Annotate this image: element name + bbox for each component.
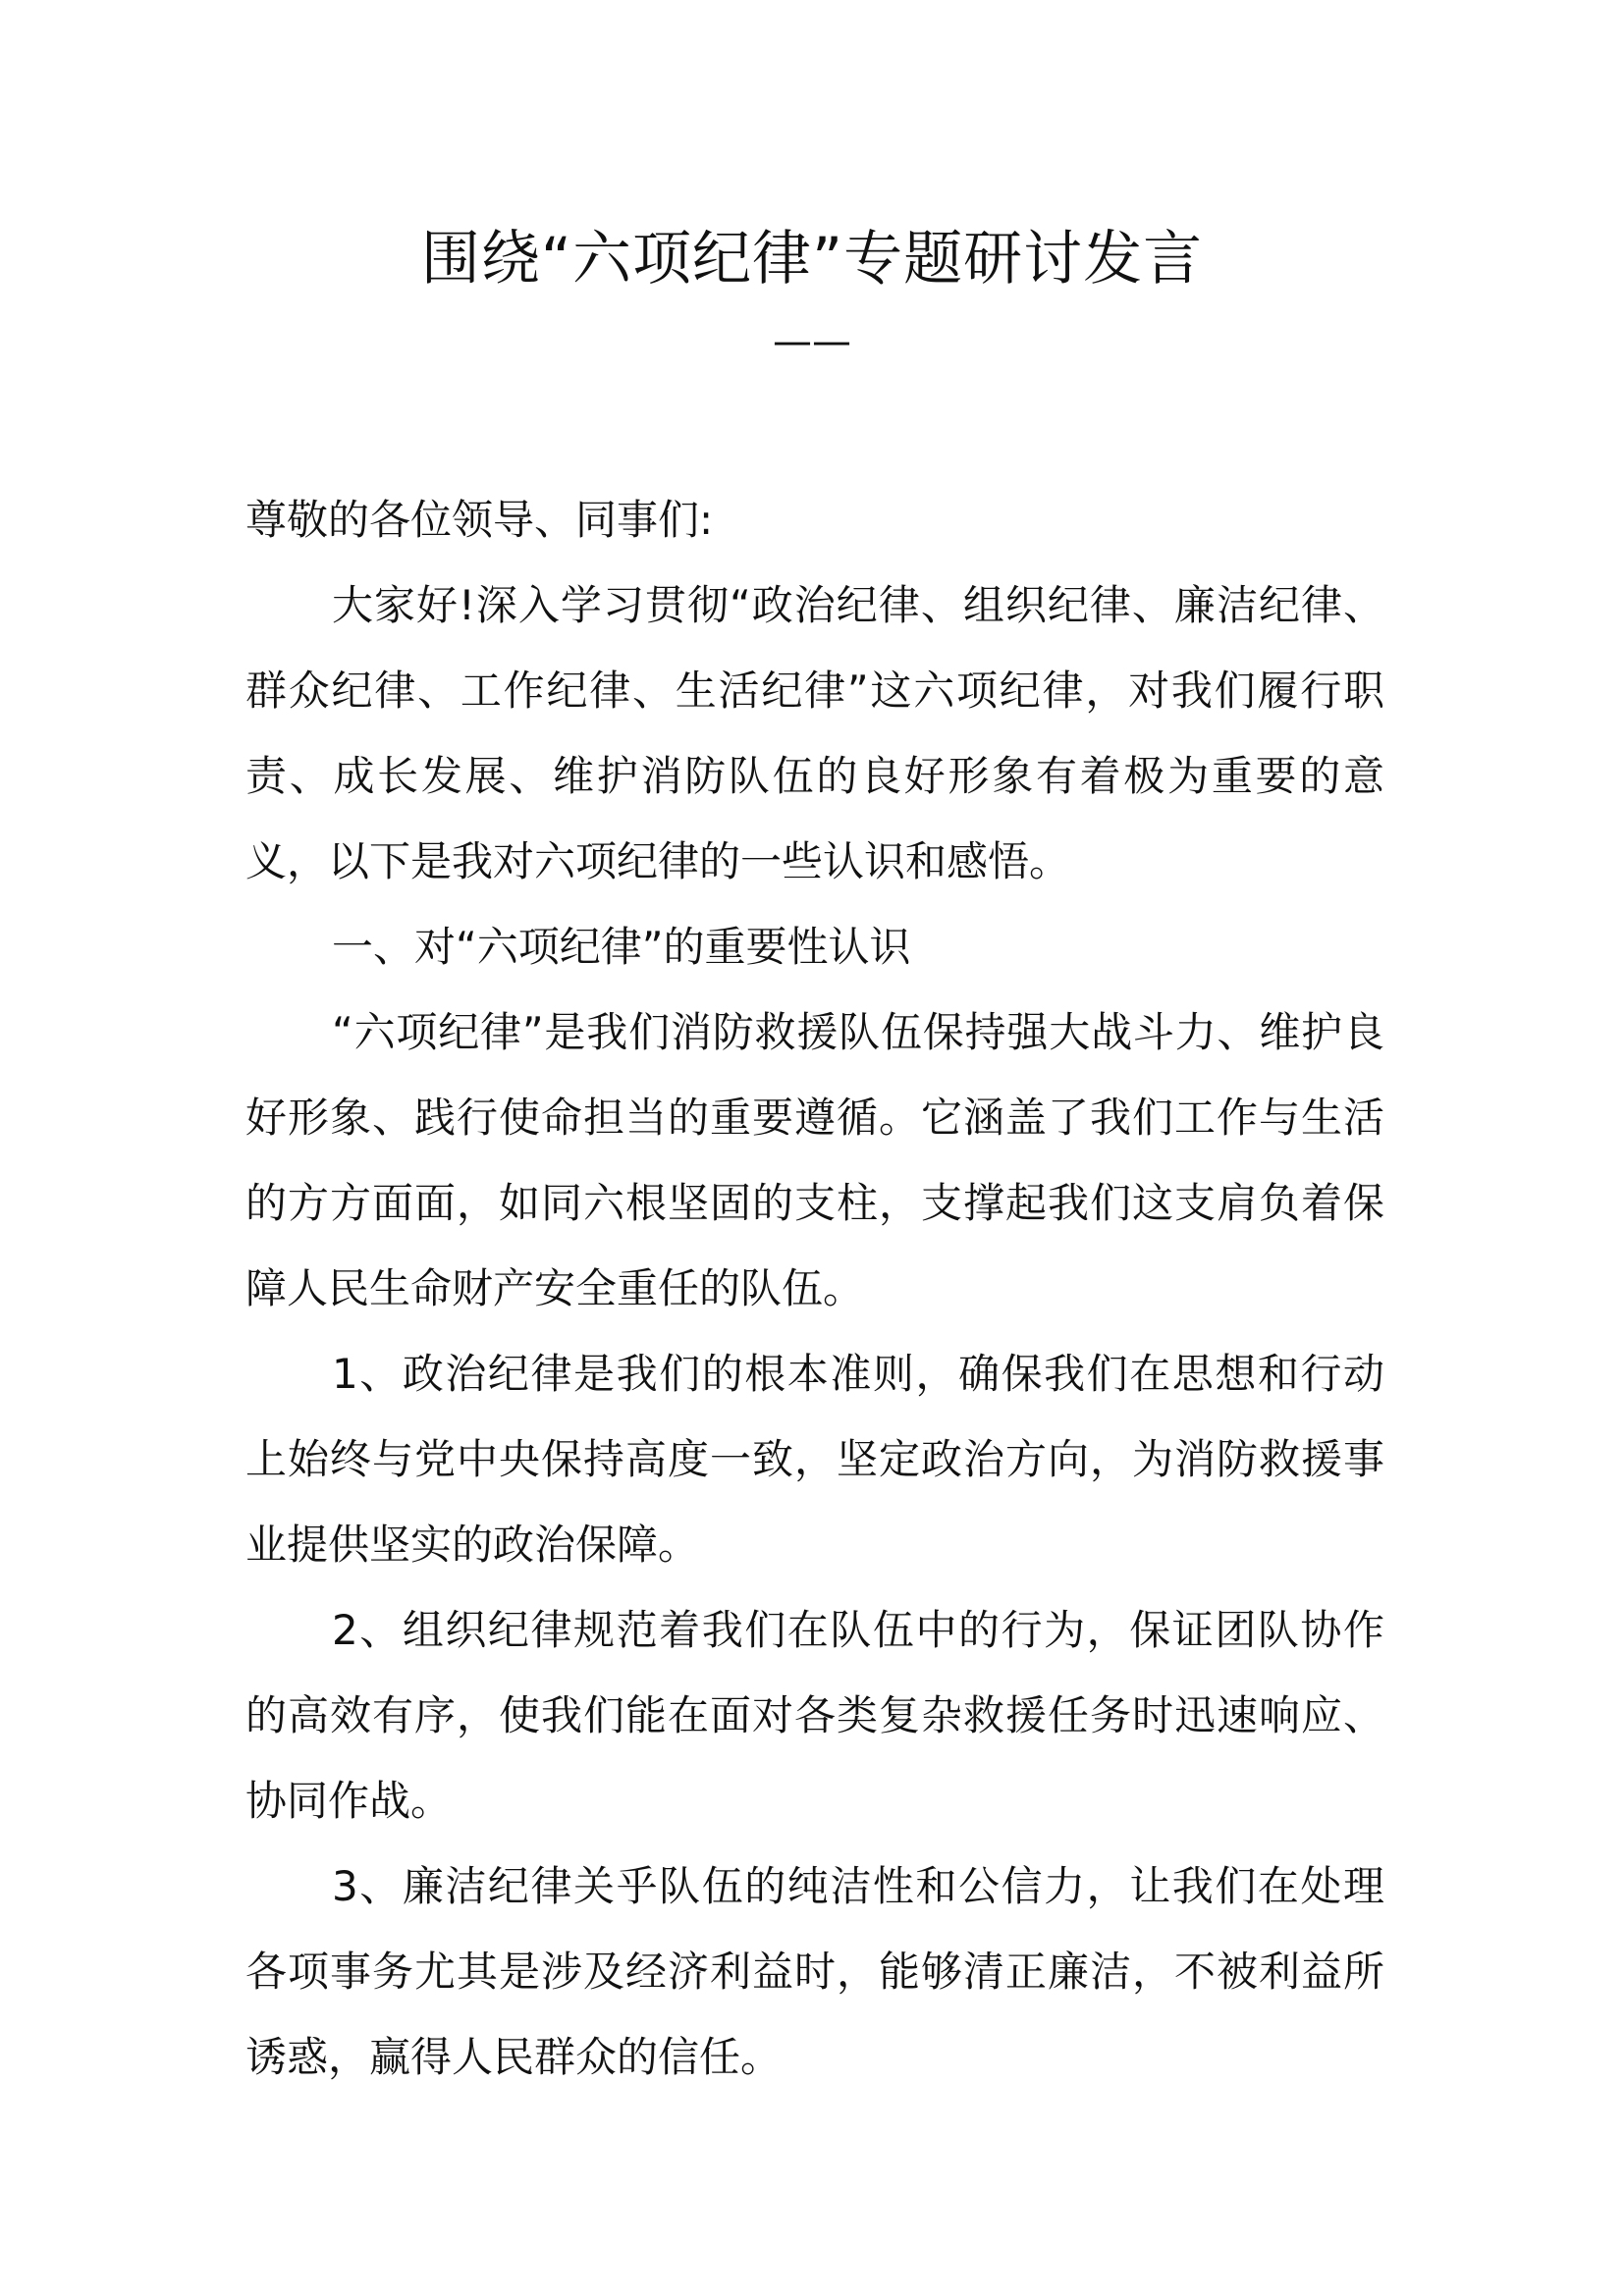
- paragraph-organizational-discipline: 2、组织纪律规范着我们在队伍中的行为，保证团队协作的高效有序，使我们能在面对各类复杂救援任务时迅速响应、协同作战。: [245, 1606, 1384, 1825]
- salutation: 尊敬的各位领导、同事们:: [245, 496, 714, 544]
- paragraph-greeting: 大家好!深入学习贯彻“政治纪律、组织纪律、廉洁纪律、群众纪律、工作纪律、生活纪律”这六项纪律，对我们履行职责、成长发展、维护消防队伍的良好形象有着极为重要的意义，以下是我对六项纪律的一些认识和感悟。: [245, 581, 1384, 885]
- subtitle-dash: ——: [773, 319, 851, 364]
- section-heading-1: 一、对“六项纪律”的重要性认识: [332, 923, 911, 971]
- document-body: [245, 477, 1384, 2100]
- paragraph-political-discipline: 1、政治纪律是我们的根本准则，确保我们在思想和行动上始终与党中央保持高度一致，坚定政治方向，为消防救援事业提供坚实的政治保障。: [245, 1350, 1384, 1569]
- paragraph-integrity-discipline: 3、廉洁纪律关乎队伍的纯洁性和公信力，让我们在处理各项事务尤其是涉及经济利益时，能够清正廉洁，不被利益所诱惑，赢得人民群众的信任。: [245, 1862, 1384, 2081]
- paragraph-overview: “六项纪律”是我们消防救援队伍保持强大战斗力、维护良好形象、践行使命担当的重要遵循。它涵盖了我们工作与生活的方方面面，如同六根坚固的支柱，支撑起我们这支肩负着保障人民生命财产安全重任的队伍。: [245, 1008, 1384, 1312]
- document-title: 围绕“六项纪律”专题研讨发言: [420, 225, 1204, 294]
